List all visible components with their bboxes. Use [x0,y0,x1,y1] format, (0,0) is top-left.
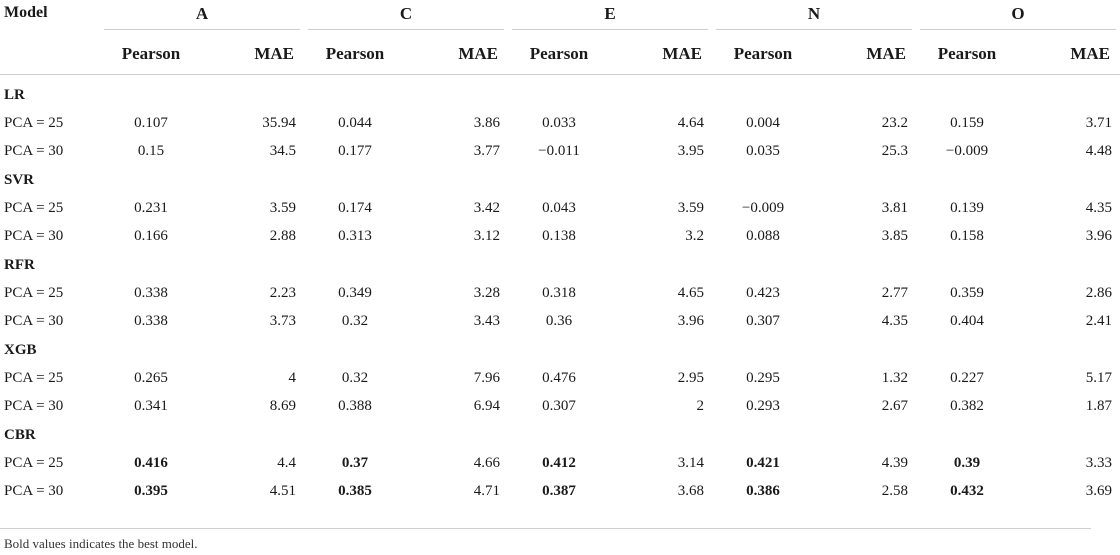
group-header-o: O [916,0,1120,33]
pearson-cell: 0.177 [338,143,372,160]
pearson-cell: 0.349 [338,284,372,301]
mae-cell: 2.67 [881,398,908,415]
model-group-label: RFR [4,256,35,273]
pearson-cell: 0.421 [746,454,780,471]
model-group-label: SVR [4,171,35,188]
pearson-cell: 0.295 [746,369,780,386]
model-group-row [0,421,1120,449]
pearson-cell: 0.293 [746,398,780,415]
pearson-cell: 0.088 [746,228,780,245]
mae-cell: 4.51 [269,483,296,500]
mae-header: MAE [662,43,702,63]
blank-header [0,33,100,75]
mae-cell: 3.43 [473,313,500,330]
mae-cell: 3.71 [1085,114,1113,131]
pearson-cell: 0.307 [746,313,780,330]
mae-cell: 3.28 [473,284,500,301]
row-label: PCA = 25 [4,454,64,471]
pearson-cell: 0.139 [950,199,984,216]
pearson-cell: 0.227 [950,369,984,386]
pearson-cell: 0.432 [950,483,984,500]
mae-cell: 3.68 [677,483,704,500]
pearson-cell: 0.307 [542,398,576,415]
pearson-header: Pearson [937,43,997,63]
mae-cell: 4.39 [881,454,908,471]
mae-cell: 3.77 [473,143,500,160]
pearson-cell: 0.231 [134,199,168,216]
pearson-cell: 0.159 [950,114,984,131]
pearson-cell: 0.404 [950,313,984,330]
pearson-header: Pearson [529,43,589,63]
mae-cell: 3.59 [269,199,296,216]
pearson-cell: −0.011 [538,143,580,160]
mae-cell: 25.3 [881,143,908,160]
mae-cell: 3.69 [1085,483,1113,500]
mae-cell: 1.87 [1085,398,1113,415]
table-row [0,223,1120,252]
mae-cell: 3.14 [677,454,704,471]
mae-cell: 3.85 [881,228,908,245]
mae-cell: 3.96 [677,313,704,330]
mae-cell: 2.86 [1085,284,1113,301]
table-row [0,109,1120,138]
pearson-cell: −0.009 [741,199,785,216]
mae-cell: 3.96 [1085,228,1113,245]
mae-header: MAE [866,43,906,63]
pearson-cell: 0.044 [338,114,372,131]
table-row [0,279,1120,308]
pearson-cell: 0.36 [545,313,573,330]
model-group-row [0,251,1120,279]
pearson-cell: 0.385 [338,483,372,500]
pearson-cell: 0.388 [338,398,372,415]
pearson-cell: 0.138 [542,228,576,245]
pearson-cell: 0.035 [746,143,780,160]
pearson-header: Pearson [121,43,181,63]
pearson-cell: 0.043 [542,199,576,216]
mae-cell: 3.86 [473,114,500,131]
mae-cell: 2 [696,398,704,415]
pearson-cell: 0.033 [542,114,576,131]
group-header-e: E [508,0,712,33]
mae-cell: 3.42 [473,199,500,216]
mae-cell: 4.48 [1085,143,1113,160]
pearson-cell: 0.341 [134,398,168,415]
mae-cell: 34.5 [269,143,296,160]
model-group-label: LR [4,86,25,103]
mae-cell: 4.65 [677,284,704,301]
table-row [0,138,1120,167]
mae-cell: 2.88 [269,228,296,245]
pearson-cell: 0.32 [341,369,369,386]
mae-cell: 6.94 [473,398,500,415]
mae-cell: 4.35 [881,313,908,330]
mae-cell: 4 [288,369,296,386]
mae-cell: 35.94 [262,114,296,131]
model-header: Model [4,4,48,21]
pearson-cell: 0.39 [953,454,981,471]
row-label: PCA = 30 [4,398,64,415]
pearson-cell: 0.412 [542,454,576,471]
row-label: PCA = 25 [4,369,64,386]
row-label: PCA = 30 [4,483,64,500]
pearson-cell: 0.476 [542,369,576,386]
table-row [0,449,1120,478]
mae-cell: 3.12 [473,228,500,245]
table-row [0,393,1120,422]
row-label: PCA = 30 [4,143,64,160]
model-group-row [0,166,1120,194]
header-row-groups [0,0,1120,33]
mae-cell: 8.69 [269,398,296,415]
table-row [0,308,1120,337]
pearson-cell: 0.158 [950,228,984,245]
mae-cell: 3.81 [881,199,908,216]
pearson-cell: 0.004 [746,114,780,131]
table-row [0,194,1120,223]
pearson-cell: 0.318 [542,284,576,301]
mae-cell: 7.96 [473,369,500,386]
row-label: PCA = 30 [4,313,64,330]
mae-cell: 3.95 [677,143,704,160]
row-label: PCA = 25 [4,284,64,301]
model-group-row [0,81,1120,109]
pearson-cell: 0.32 [341,313,369,330]
mae-cell: 3.73 [269,313,296,330]
mae-cell: 4.35 [1085,199,1113,216]
table-row [0,364,1120,393]
mae-cell: 3.2 [685,228,704,245]
pearson-cell: 0.37 [341,454,369,471]
model-group-row [0,336,1120,364]
model-group-label: CBR [4,426,36,443]
bottom-rule [0,528,1091,529]
mae-cell: 2.95 [677,369,704,386]
row-label: PCA = 25 [4,199,64,216]
group-header-c: C [304,0,508,33]
header-row-metrics [0,33,1120,75]
mae-cell: 1.32 [881,369,908,386]
mae-cell: 2.41 [1085,313,1113,330]
mae-header: MAE [1070,43,1111,63]
row-label: PCA = 25 [4,114,64,131]
mae-cell: 2.23 [269,284,296,301]
group-header-n: N [712,0,916,33]
pearson-header: Pearson [733,43,793,63]
mae-cell: 23.2 [881,114,908,131]
pearson-cell: 0.386 [746,483,780,500]
table-row [0,478,1120,507]
pearson-cell: 0.166 [134,228,168,245]
pearson-cell: 0.338 [134,284,168,301]
row-label: PCA = 30 [4,228,64,245]
pearson-cell: 0.423 [746,284,780,301]
mae-cell: 3.33 [1085,454,1113,471]
table-body [0,75,1120,507]
pearson-cell: 0.313 [338,228,372,245]
mae-cell: 3.59 [677,199,704,216]
group-header-a: A [100,0,304,33]
model-group-label: XGB [4,341,37,358]
pearson-cell: 0.338 [134,313,168,330]
pearson-cell: 0.416 [134,454,168,471]
pearson-cell: 0.395 [134,483,168,500]
mae-cell: 5.17 [1085,369,1113,386]
pearson-header: Pearson [325,43,385,63]
mae-cell: 4.71 [473,483,500,500]
mae-cell: 2.77 [881,284,908,301]
mae-cell: 2.58 [881,483,908,500]
pearson-cell: 0.107 [134,114,168,131]
pearson-cell: 0.359 [950,284,984,301]
pearson-cell: 0.174 [338,199,372,216]
pearson-cell: 0.15 [137,143,165,160]
pearson-cell: 0.387 [542,483,576,500]
mae-header: MAE [254,43,294,63]
table-footnote: Bold values indicates the best model. [4,536,198,551]
mae-header: MAE [458,43,498,63]
mae-cell: 4.66 [473,454,500,471]
pearson-cell: −0.009 [945,143,989,160]
pearson-cell: 0.382 [950,398,984,415]
mae-cell: 4.4 [277,454,296,471]
mae-cell: 4.64 [677,114,704,131]
pearson-cell: 0.265 [134,369,168,386]
